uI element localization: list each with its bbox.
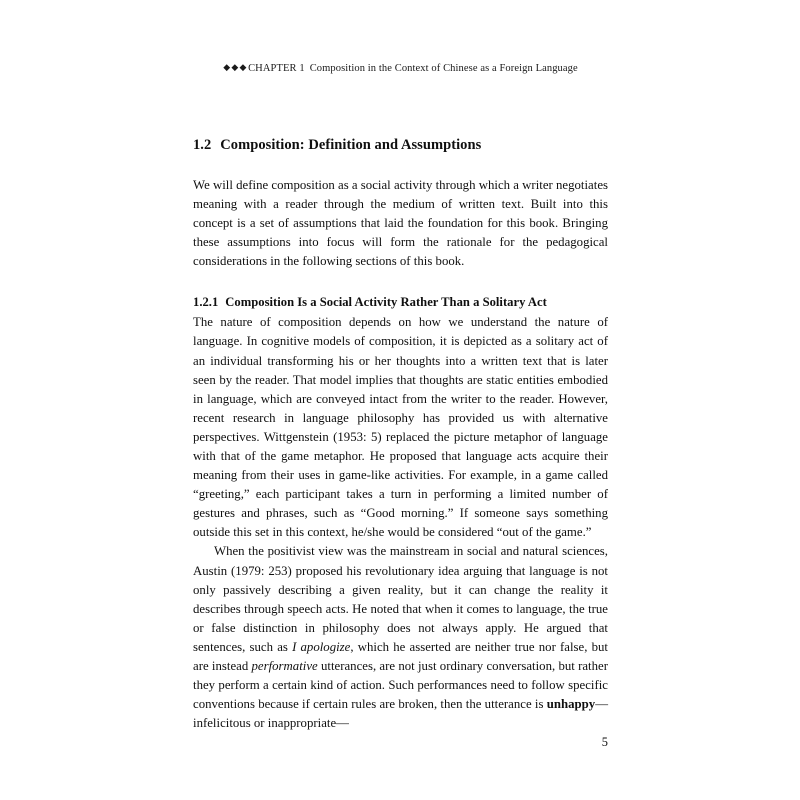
diamond-ornament-icon: ◆◆◆ bbox=[223, 62, 248, 72]
section-number: 1.2 bbox=[193, 137, 212, 153]
page-content bbox=[193, 136, 608, 733]
running-head-chapter-label: CHAPTER 1 bbox=[248, 63, 305, 74]
subsection-paragraph-1: The nature of composition depends on how we understand the nature of language. In cognitive models of composition, it is depicted as a solitary act of an individual transforming his or her thoughts into a written text that is later seen by the reader. That model implies that thoughts are static entities embodied in language, which are conveyed intact from the writer to the reader. However, recent research in language philosophy has provided us with alternative perspectives. Wittgenstein (1953: 5) replaced the picture metaphor of language with that of the game metaphor. He proposed that language acts acquire their meaning from their uses in game-like activities. For example, in a game called “greeting,” each participant takes a turn in performing a limited number of gestures and phrases, such as “Good morning.” If someone says something outside this set in this context, he/she would be considered “out of the game.” bbox=[193, 315, 608, 540]
section-title: Composition: Definition and Assumptions bbox=[220, 137, 482, 153]
paragraph-text-run: When the positivist view was the mainstream in social and natural sciences, Austin (1979: 253) proposed his revolutionary idea arguing that language is not only passively describing a given reality, but it can change the reality it describes through speech acts. He noted that when it comes to language, the true or false distinction in philosophy does not always apply. He argued that sentences, such as bbox=[193, 544, 608, 654]
subsection-number: 1.2.1 bbox=[193, 295, 219, 310]
paragraph-text-run: —infelicitous or inappropriate— bbox=[193, 697, 608, 731]
emphasis-unhappy: unhappy bbox=[546, 697, 596, 712]
paragraph-text-run: , which he asserted are neither true nor false, but are instead bbox=[193, 639, 608, 673]
emphasis-i-apologize: I apologize bbox=[292, 639, 351, 654]
section-heading bbox=[193, 136, 608, 155]
paragraph-text-run: utterances, are not just ordinary conversation, but rather they perform a certain kind of action. Such performances need to follow specific conventions because if certain rules are broken, then the utterance is bbox=[193, 659, 608, 712]
running-head-chapter-title: Composition in the Context of Chinese as a Foreign Language bbox=[309, 63, 578, 74]
subsection-paragraph-2 bbox=[193, 542, 608, 733]
section-paragraph: We will define composition as a social activity through which a writer negotiates meaning with a reader through the medium of written text. Built into this concept is a set of assumptions that laid the foundation for this book. Bringing these assumptions into focus will form the rationale for the pedagogical considerations in the following sections of this book. bbox=[193, 177, 608, 269]
emphasis-performative: performative bbox=[251, 659, 318, 673]
subsection-title: Composition Is a Social Activity Rather Than a Solitary Act bbox=[225, 295, 547, 310]
running-head bbox=[193, 62, 608, 74]
subsection-heading bbox=[193, 294, 608, 311]
page-number: 5 bbox=[601, 735, 608, 749]
